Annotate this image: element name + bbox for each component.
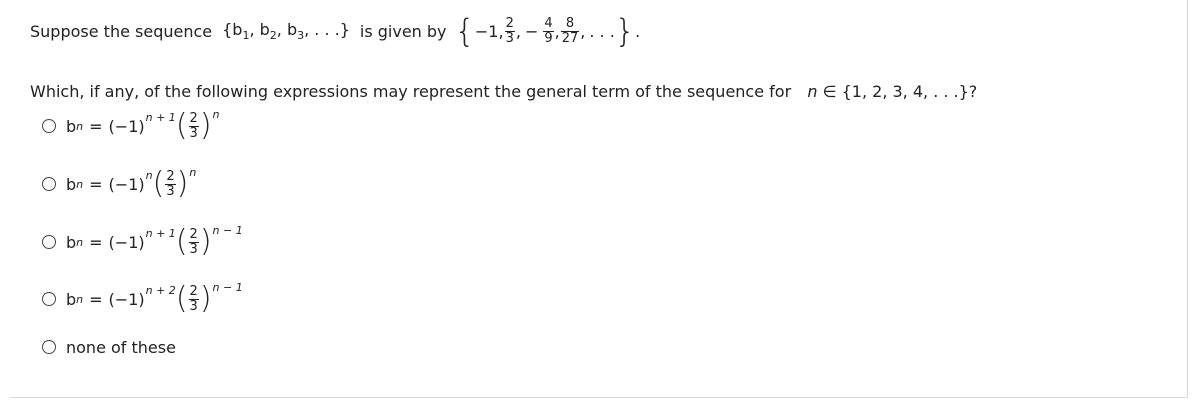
- option-2-expression: b n = (−1) n ( $\frac{2}{3}$ ) n: [66, 165, 197, 201]
- option-4-expression: b n = (−1) n + 2 ( $\frac{2}{3}$ ) n − 1: [66, 280, 243, 316]
- given-by-text: is given by: [359, 21, 447, 41]
- option-3[interactable]: [42, 220, 243, 264]
- option-1[interactable]: [42, 104, 220, 148]
- term-fraction-8-27: $\frac{8}{27}$: [561, 15, 579, 46]
- radio-button[interactable]: [42, 235, 56, 249]
- term-fraction-2-3: $\frac{2}{3}$: [505, 15, 514, 46]
- radio-button[interactable]: [42, 177, 56, 191]
- intro-text: Suppose the sequence: [30, 21, 213, 41]
- option-4[interactable]: [42, 277, 243, 321]
- sequence-notation: {$b_1$, $b_2$, $b_3$, . . .}: [222, 20, 350, 42]
- radio-button[interactable]: [42, 340, 56, 354]
- question-prompt: Which, if any, of the following expressions may represent the general term of the sequence for n ∈ {1, 2, 3, 4, . . .}?: [30, 82, 978, 101]
- option-5[interactable]: [42, 325, 176, 369]
- radio-button[interactable]: [42, 119, 56, 133]
- term-fraction-4-9: $\frac{4}{9}$: [544, 15, 553, 46]
- sequence-statement: [30, 14, 640, 48]
- sequence-terms: { −1, $\frac{2}{3}$ , − $\frac{4}{9}$ , $\frac{8}{27}$ , . . . } .: [454, 12, 641, 50]
- option-3-expression: b n = (−1) n + 1 ( $\frac{2}{3}$ ) n − 1: [66, 223, 243, 259]
- radio-button[interactable]: [42, 292, 56, 306]
- option-2[interactable]: [42, 162, 196, 206]
- option-5-label: none of these: [66, 337, 176, 357]
- option-1-expression: b n = (−1) n + 1 ( $\frac{2}{3}$ ) n: [66, 107, 220, 143]
